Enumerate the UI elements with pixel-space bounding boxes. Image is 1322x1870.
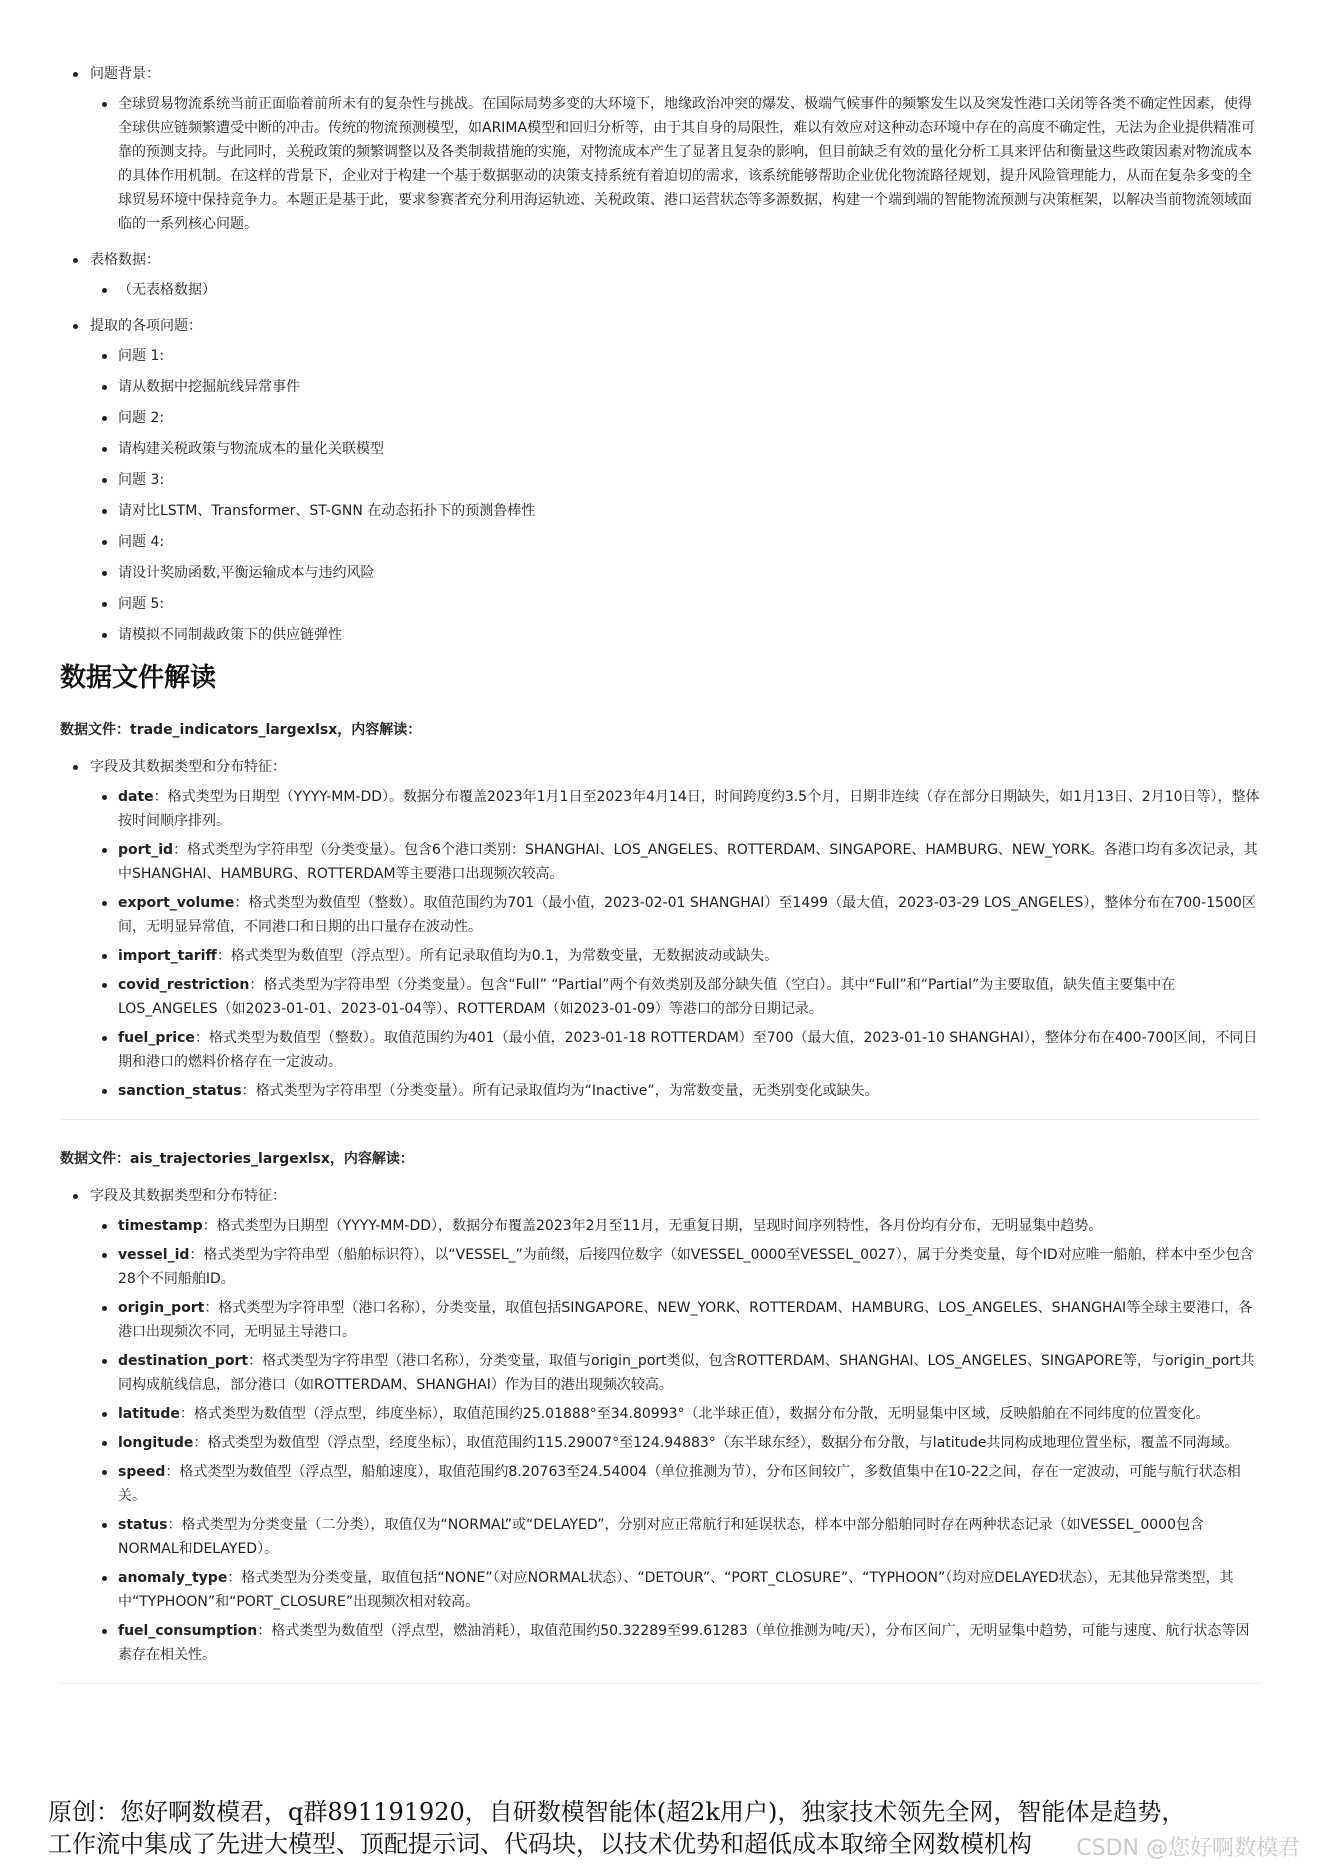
field-description: ：格式类型为数值型（浮点型，经度坐标），取值范围约115.29007°至124.94883°（东半球东经），数据分布分散，与latitude共同构成地理位置坐标，覆盖不同海域。: [193, 1435, 1239, 1451]
file2-title: 数据文件：ais_trajectories_largexlsx，内容解读：: [60, 1151, 414, 1167]
question-item: 问题 4:: [90, 530, 1260, 554]
field-description: ：格式类型为字符串型（船舶标识符），以“VESSEL_”为前缀，后接四位数字（如VESSEL_0000至VESSEL_0027），属于分类变量，每个ID对应唯一船舶，样本中至少包含28个不同船舶ID。: [118, 1247, 1254, 1287]
field-item: [90, 1296, 1260, 1344]
file2-list: [60, 1186, 1260, 1667]
field-description: ：格式类型为数值型（整数）。取值范围约为401（最小值，2023-01-18 ROTTERDAM）至700（最大值，2023-01-10 SHANGHAI），整体分布在400-700区间，不同日期和港口的燃料价格存在一定波动。: [118, 1030, 1258, 1070]
field-name: timestamp: [118, 1218, 203, 1234]
field-description: ：格式类型为字符串型（港口名称），分类变量，取值与origin_port类似，包含ROTTERDAM、SHANGHAI、LOS_ANGELES、SINGAPORE等，与origin_port共同构成航线信息，部分港口（如ROTTERDAM、SHANGHAI）作为目的港出现频次较高。: [118, 1353, 1255, 1393]
file2-fields-label: 字段及其数据类型和分布特征：: [90, 1188, 286, 1204]
field-item: [90, 1566, 1260, 1614]
field-item: [90, 1214, 1260, 1238]
document-body: [60, 64, 1260, 1712]
field-name: export_volume: [118, 895, 235, 911]
field-description: ：格式类型为数值型（浮点型，船舶速度），取值范围约8.20763至24.54004（单位推测为节），分布区间较广，多数值集中在10-22之间，存在一定波动，可能与航行状态相关。: [118, 1464, 1241, 1504]
questions-label: 提取的各项问题：: [90, 318, 202, 334]
field-description: ：格式类型为字符串型（分类变量）。包含6个港口类别：SHANGHAI、LOS_ANGELES、ROTTERDAM、SINGAPORE、HAMBURG、NEW_YORK。各港口均有多次记录，其中SHANGHAI、HAMBURG、ROTTERDAM等主要港口出现频次较高。: [118, 842, 1258, 882]
footer-line-1: 原创：您好啊数模君，q群891191920，自研数模智能体(超2k用户)，独家技术领先全网，智能体是趋势，: [48, 1798, 1186, 1826]
field-item: [90, 1349, 1260, 1397]
question-item: 问题 2:: [90, 406, 1260, 430]
field-item: [90, 944, 1260, 968]
field-description: ：格式类型为字符串型（分类变量）。包含“Full” “Partial”两个有效类别及部分缺失值（空白）。其中“Full”和“Partial”为主要取值，缺失值主要集中在LOS_ANGELES（如2023-01-01、2023-01-04等）、ROTTERDAM（如2023-01-09）等港口的部分日期记录。: [118, 977, 1176, 1017]
field-name: fuel_consumption: [118, 1623, 258, 1639]
background-section: [60, 64, 1260, 236]
field-description: ：格式类型为字符串型（港口名称），分类变量，取值包括SINGAPORE、NEW_YORK、ROTTERDAM、HAMBURG、LOS_ANGELES、SHANGHAI等全球主要港口，各港口出现频次不同，无明显主导港口。: [118, 1300, 1253, 1340]
field-item: [90, 973, 1260, 1021]
question-item: 请设计奖励函数,平衡运输成本与违约风险: [90, 561, 1260, 585]
intro-list: [60, 64, 1260, 647]
field-name: date: [118, 789, 154, 805]
field-item: [90, 1026, 1260, 1074]
field-description: ：格式类型为分类变量，取值包括“NONE”（对应NORMAL状态）、“DETOUR”、“PORT_CLOSURE”、“TYPHOON”（均对应DELAYED状态），无其他异常类型，其中“TYPHOON”和“PORT_CLOSURE”出现频次相对较高。: [118, 1570, 1234, 1610]
field-item: [90, 1619, 1260, 1667]
section-heading: 数据文件解读: [60, 663, 217, 693]
divider: [60, 1119, 1260, 1120]
field-description: ：格式类型为日期型（YYYY-MM-DD），数据分布覆盖2023年2月至11月，无重复日期，呈现时间序列特性，各月份均有分布，无明显集中趋势。: [202, 1218, 1103, 1234]
field-item: [90, 891, 1260, 939]
field-name: origin_port: [118, 1300, 205, 1316]
field-name: fuel_price: [118, 1030, 195, 1046]
question-item: 问题 1:: [90, 344, 1260, 368]
field-description: ：格式类型为字符串型（分类变量）。所有记录取值均为“Inactive”，为常数变量，无类别变化或缺失。: [241, 1083, 879, 1099]
field-name: destination_port: [118, 1353, 249, 1369]
question-item: 请模拟不同制裁政策下的供应链弹性: [90, 623, 1260, 647]
field-description: ：格式类型为日期型（YYYY-MM-DD）。数据分布覆盖2023年1月1日至2023年4月14日，时间跨度约3.5个月，日期非连续（存在部分日期缺失，如1月13日、2月10日等），整体按时间顺序排列。: [118, 789, 1260, 829]
file1-title: 数据文件：trade_indicators_largexlsx，内容解读：: [60, 722, 422, 738]
field-name: latitude: [118, 1406, 180, 1422]
field-name: import_tariff: [118, 948, 217, 964]
field-name: port_id: [118, 842, 174, 858]
table-section: [60, 250, 1260, 302]
field-description: ：格式类型为数值型（浮点型，燃油消耗），取值范围约50.32289至99.61283（单位推测为吨/天），分布区间广，无明显集中趋势，可能与速度、航行状态等因素存在相关性。: [118, 1623, 1250, 1663]
question-item: 请从数据中挖掘航线异常事件: [90, 375, 1260, 399]
question-item: 问题 3:: [90, 468, 1260, 492]
table-empty-note: （无表格数据）: [90, 278, 1260, 302]
question-item: 请构建关税政策与物流成本的量化关联模型: [90, 437, 1260, 461]
footer-line-2: 工作流中集成了先进大模型、顶配提示词、代码块，以技术优势和超低成本取缔全网数模机构: [48, 1830, 1032, 1858]
field-description: ：格式类型为数值型（浮点型，纬度坐标），取值范围约25.01888°至34.80993°（北半球正值），数据分布分散，无明显集中区域，反映船舶在不同纬度的位置变化。: [179, 1406, 1210, 1422]
field-description: ：格式类型为分类变量（二分类），取值仅为“NORMAL”或“DELAYED”，分别对应正常航行和延误状态，样本中部分船舶同时存在两种状态记录（如VESSEL_0000包含NORMAL和DELAYED）。: [118, 1517, 1204, 1557]
file1-fields-section: [60, 757, 1260, 1103]
field-name: speed: [118, 1464, 166, 1480]
file2-fields: [90, 1214, 1260, 1667]
file1-list: [60, 757, 1260, 1103]
divider: [60, 1683, 1260, 1684]
file1-fields-label: 字段及其数据类型和分布特征：: [90, 759, 286, 775]
background-paragraph: 全球贸易物流系统当前正面临着前所未有的复杂性与挑战。在国际局势多变的大环境下，地缘政治冲突的爆发、极端气候事件的频繁发生以及突发性港口关闭等各类不确定性因素，使得全球供应链频繁遭受中断的冲击。传统的物流预测模型，如ARIMA模型和回归分析等，由于其自身的局限性，难以有效应对这种动态环境中存在的高度不确定性，无法为企业提供精准可靠的预测支持。与此同时，关税政策的频繁调整以及各类制裁措施的实施，对物流成本产生了显著且复杂的影响，但目前缺乏有效的量化分析工具来评估和衡量这些政策因素对物流成本的具体作用机制。在这样的背景下，企业对于构建一个基于数据驱动的决策支持系统有着迫切的需求，该系统能够帮助企业优化物流路径规划，提升风险管理能力，从而在复杂多变的全球贸易环境中保持竞争力。本题正是基于此，要求参赛者充分利用海运轨迹、关税政策、港口运营状态等多源数据，构建一个端到端的智能物流预测与决策框架，以解决当前物流领域面临的一系列核心问题。: [90, 92, 1260, 236]
field-item: [90, 1079, 1260, 1103]
field-name: longitude: [118, 1435, 194, 1451]
field-item: [90, 1402, 1260, 1426]
field-item: [90, 1431, 1260, 1455]
field-item: [90, 1243, 1260, 1291]
question-item: 请对比LSTM、Transformer、ST-GNN 在动态拓扑下的预测鲁棒性: [90, 499, 1260, 523]
field-name: status: [118, 1517, 168, 1533]
field-item: [90, 1460, 1260, 1508]
table-label: 表格数据：: [90, 252, 160, 268]
field-name: sanction_status: [118, 1083, 242, 1099]
file1-fields: [90, 785, 1260, 1103]
field-item: [90, 785, 1260, 833]
csdn-watermark: CSDN @您好啊数模君: [1076, 1836, 1300, 1861]
field-description: ：格式类型为数值型（浮点型）。所有记录取值均为0.1，为常数变量，无数据波动或缺失。: [216, 948, 779, 964]
question-item: 问题 5:: [90, 592, 1260, 616]
questions-section: [60, 316, 1260, 647]
file2-fields-section: [60, 1186, 1260, 1667]
field-item: [90, 838, 1260, 886]
field-name: anomaly_type: [118, 1570, 228, 1586]
field-name: covid_restriction: [118, 977, 250, 993]
field-description: ：格式类型为数值型（整数）。取值范围约为701（最小值，2023-02-01 SHANGHAI）至1499（最大值，2023-03-29 LOS_ANGELES），整体分布在700-1500区间，无明显异常值，不同港口和日期的出口量存在波动性。: [118, 895, 1256, 935]
field-item: [90, 1513, 1260, 1561]
background-label: 问题背景：: [90, 66, 160, 82]
field-name: vessel_id: [118, 1247, 190, 1263]
